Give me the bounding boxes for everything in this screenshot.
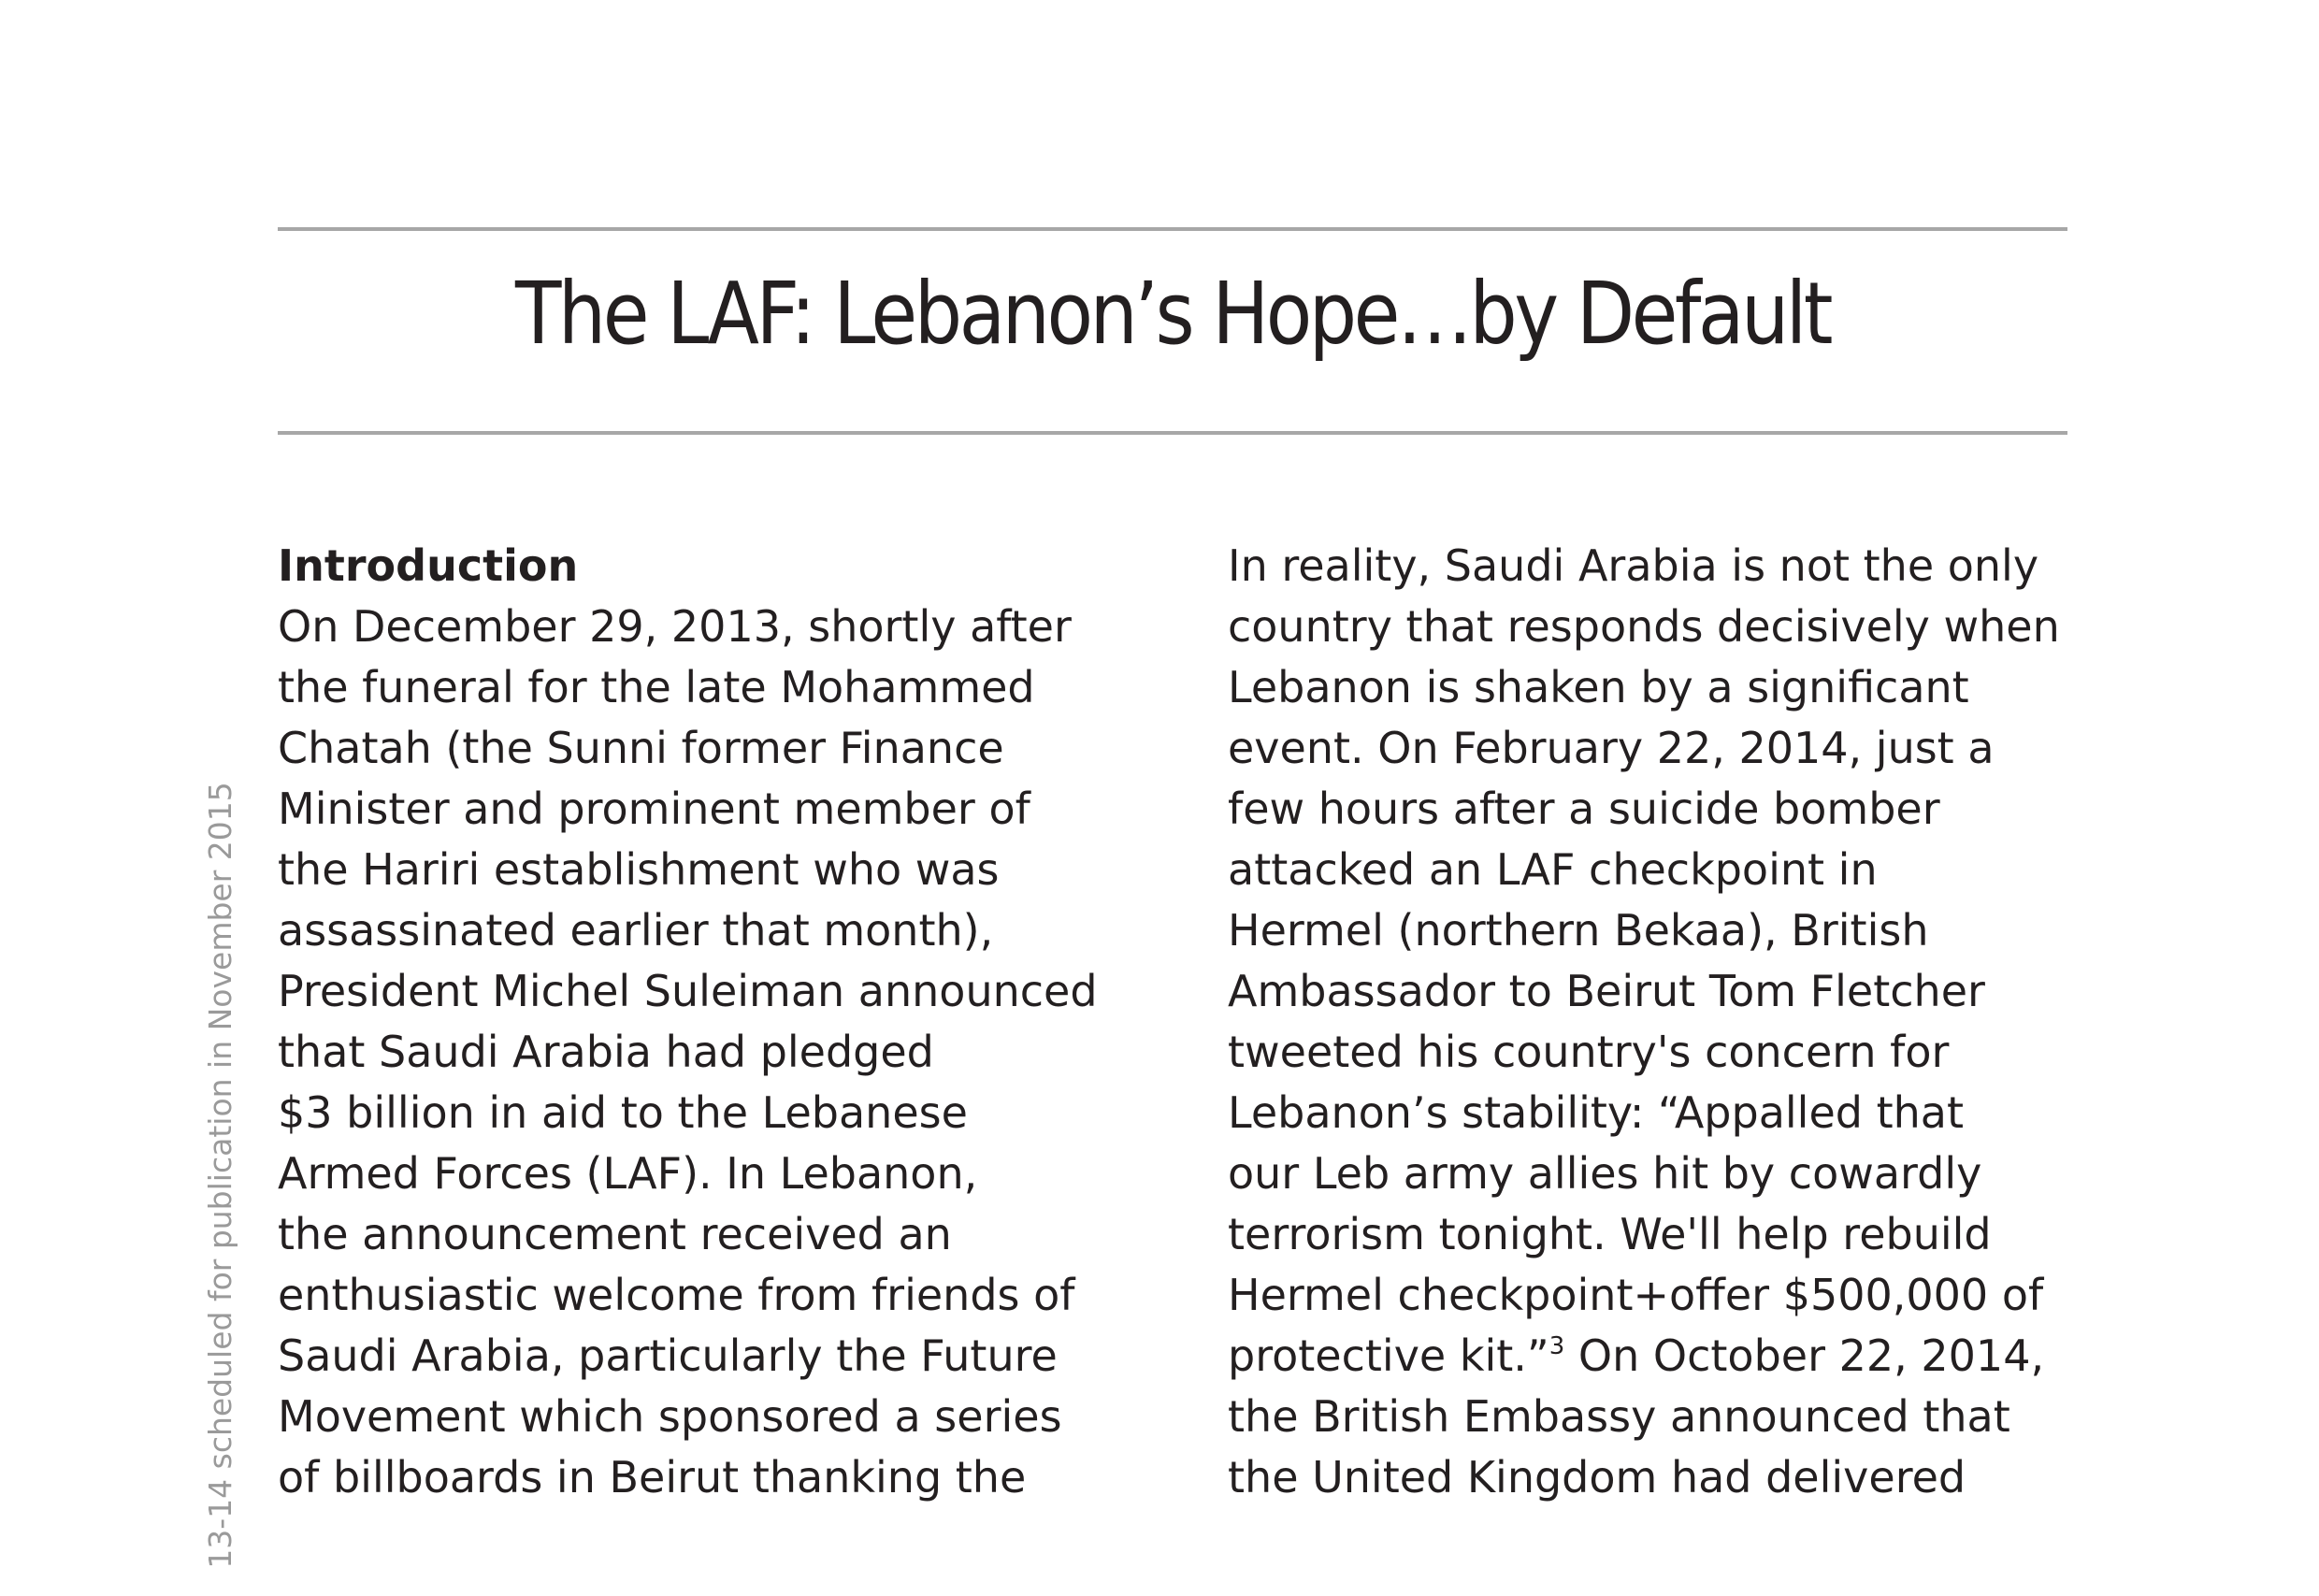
text-line: terrorism tonight. We'll help rebuild [1228,1209,1992,1259]
text-line: Hermel (northern Bekaa), British [1228,905,1929,956]
title-bottom-rule [278,431,2067,435]
text-line: our Leb army allies hit by cowardly [1228,1148,1982,1199]
text-line: tweeted his country's concern for [1228,1027,1950,1077]
text-line: the funeral for the late Mohammed [278,662,1035,712]
text-line: Hermel checkpoint+offer $500,000 of [1228,1270,2044,1320]
text-line: assassinated earlier that month), [278,905,994,956]
text-line: country that responds decisively when [1228,601,2060,652]
text-fragment: protective kit.” [1228,1330,1549,1381]
text-line: the announcement received an [278,1209,952,1259]
text-line: that Saudi Arabia had pledged [278,1027,934,1077]
text-line: Armed Forces (LAF). In Lebanon, [278,1148,978,1199]
text-line: the British Embassy announced that [1228,1391,2010,1442]
vertical-side-note: 13-14 scheduled for publication in November 2015 [202,782,238,1569]
text-line: $3 billion in aid to the Lebanese [278,1087,968,1138]
text-line: Saudi Arabia, particularly the Future [278,1330,1058,1381]
title-top-rule [278,227,2067,231]
text-line: the Hariri establishment who was [278,844,1000,895]
text-line: enthusiastic welcome from friends of [278,1270,1075,1320]
text-line: few hours after a suicide bomber [1228,784,1940,834]
page-title: The LAF: Lebanon’s Hope…by Default [515,264,1830,364]
text-line: Minister and prominent member of [278,784,1030,834]
text-line: attacked an LAF checkpoint in [1228,844,1878,895]
text-line: Movement which sponsored a series [278,1391,1062,1442]
text-line: On December 29, 2013, shortly after [278,601,1072,652]
text-line: Lebanon is shaken by a significant [1228,662,1969,712]
text-line: Chatah (the Sunni former Finance [278,723,1004,773]
text-fragment: On October 22, 2014, [1564,1330,2045,1381]
text-line: the United Kingdom had delivered [1228,1452,1966,1503]
right-column [1228,536,2069,1508]
footnote-marker: 3 [1548,1332,1565,1360]
text-line-with-footnote [1228,1326,2069,1387]
text-line: of billboards in Beirut thanking the [278,1452,1027,1503]
text-line: event. On February 22, 2014, just a [1228,723,1995,773]
section-heading: Introduction [278,540,579,591]
text-line: Ambassador to Beirut Tom Fletcher [1228,966,1985,1016]
text-line: In reality, Saudi Arabia is not the only [1228,540,2039,591]
text-line: President Michel Suleiman announced [278,966,1098,1016]
left-column [278,536,1119,1508]
text-line: Lebanon’s stability: “Appalled that [1228,1087,1964,1138]
